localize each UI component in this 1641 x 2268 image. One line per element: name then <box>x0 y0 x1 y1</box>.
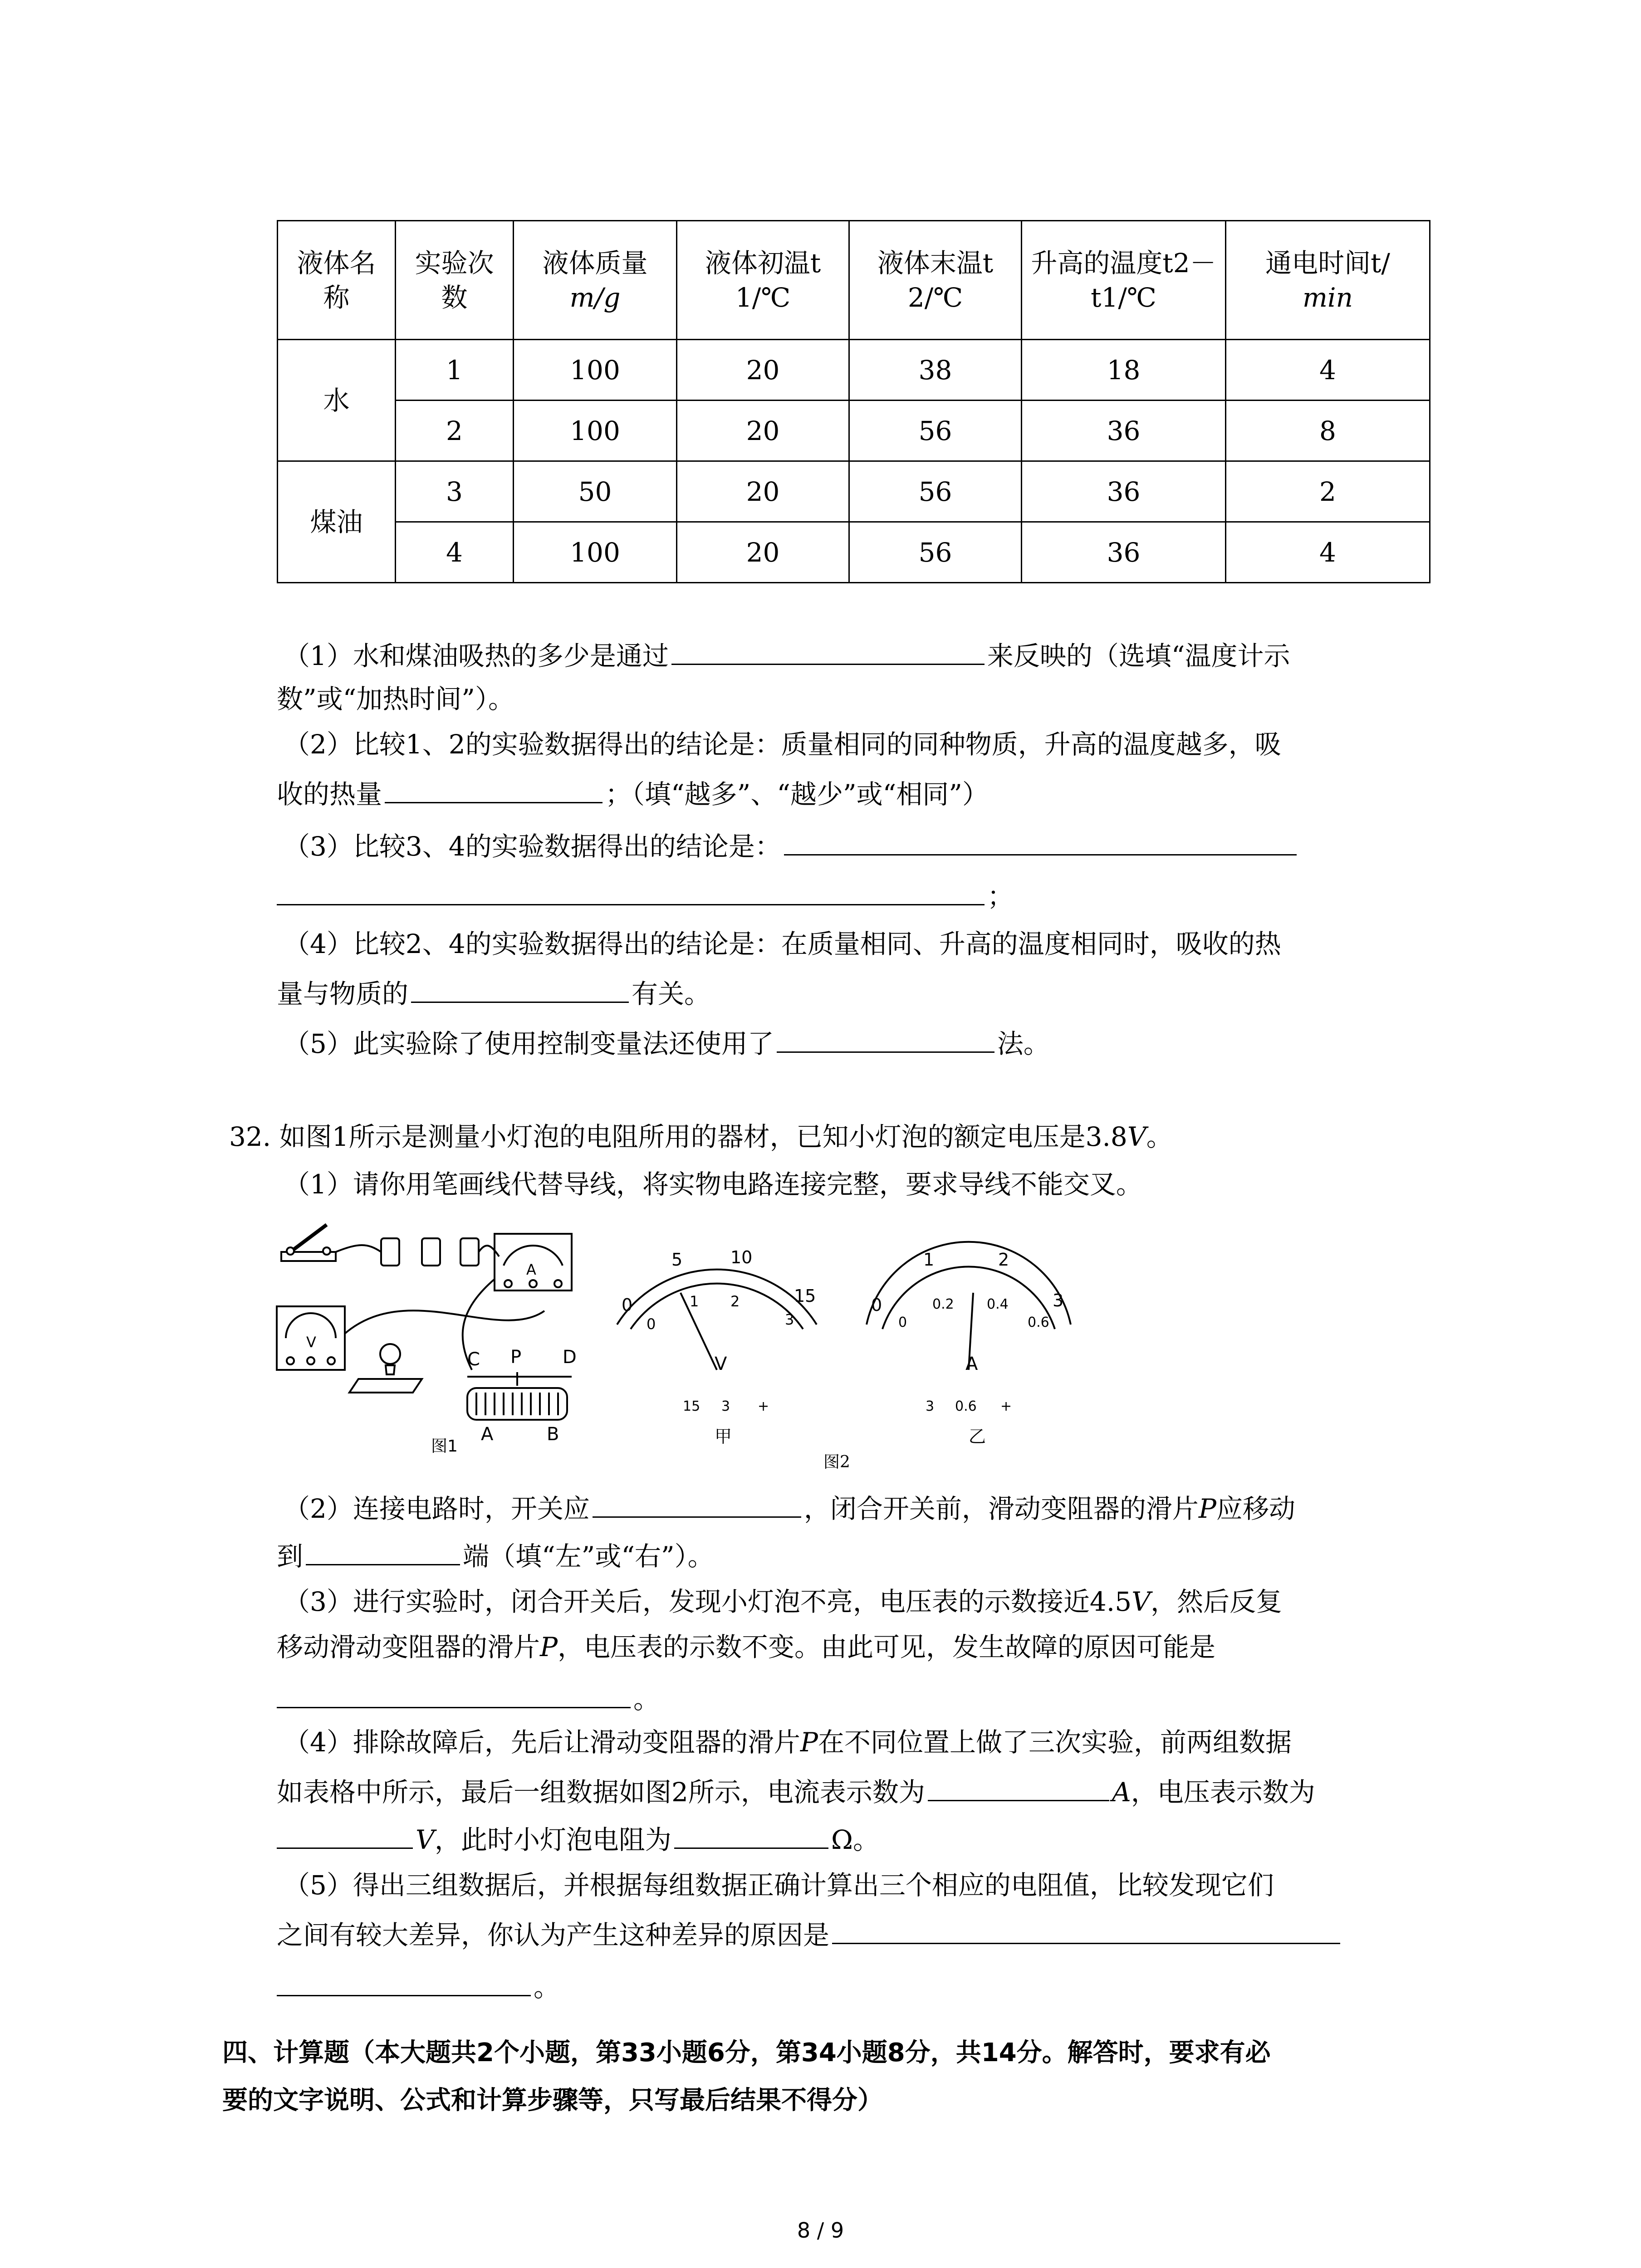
table-cell: 56 <box>849 522 1022 583</box>
svg-text:15: 15 <box>794 1286 816 1306</box>
table-cell: 100 <box>514 522 677 583</box>
q31-part1-line1: （1）水和煤油吸热的多少是通过 来反映的（选填“温度计示 <box>284 637 1290 672</box>
answer-blank[interactable] <box>306 1538 460 1565</box>
svg-text:0: 0 <box>871 1295 882 1315</box>
table-cell: 8 <box>1226 401 1430 461</box>
table-cell: 4 <box>396 522 514 583</box>
svg-text:P: P <box>510 1347 522 1368</box>
answer-blank[interactable] <box>777 1025 994 1053</box>
svg-text:V: V <box>306 1334 316 1351</box>
table-cell: 2 <box>1226 461 1430 522</box>
answer-blank[interactable] <box>277 1969 531 1996</box>
svg-text:甲: 甲 <box>715 1427 732 1447</box>
q32-part3-line3: 。 <box>277 1681 660 1716</box>
svg-text:A: A <box>526 1261 536 1278</box>
answer-blank[interactable] <box>784 828 1297 855</box>
table-cell: 18 <box>1022 340 1226 401</box>
table-cell-liquid: 水 <box>278 340 396 461</box>
table-row <box>278 340 1430 401</box>
q31-part4-line2: 量与物质的 有关。 <box>277 975 710 1010</box>
q32-part2-line2: 到 端（填“左”或“右”）。 <box>277 1538 714 1573</box>
answer-blank[interactable] <box>385 776 603 803</box>
q31-part5-line: （5）此实验除了使用控制变量法还使用了 法。 <box>284 1025 1050 1060</box>
q31-part2-line2: 收的热量 ；（填“越多”、“越少”或“相同”） <box>277 776 989 811</box>
svg-text:A: A <box>965 1354 978 1374</box>
svg-text:乙: 乙 <box>969 1427 986 1447</box>
svg-text:C: C <box>467 1349 480 1370</box>
table-row <box>278 522 1430 583</box>
q31-part3-line2: ； <box>277 878 1014 913</box>
table-header-cell: 液体初温t 1/℃ <box>677 221 849 340</box>
table-cell: 100 <box>514 340 677 401</box>
svg-text:0.6: 0.6 <box>955 1398 977 1414</box>
section-4-heading: 四、计算题（本大题共2个小题，第33小题6分，第34小题8分，共14分。解答时，要求有必 <box>222 2038 1271 2068</box>
q32-part4-line2: 如表格中所示，最后一组数据如图2所示，电流表示数为 A，电压表示数为 <box>277 1774 1315 1809</box>
svg-text:3: 3 <box>785 1311 794 1328</box>
svg-text:5: 5 <box>671 1250 683 1270</box>
svg-text:0: 0 <box>622 1295 633 1315</box>
svg-text:1: 1 <box>690 1293 699 1310</box>
q32-part3-line2: 移动滑动变阻器的滑片P，电压表的示数不变。由此可见，发生故障的原因可能是 <box>277 1632 1216 1662</box>
table-cell: 20 <box>677 340 849 401</box>
table-cell: 38 <box>849 340 1022 401</box>
svg-text:10: 10 <box>730 1247 753 1267</box>
table-cell-liquid: 煤油 <box>278 461 396 583</box>
table-header-cell: 液体名 称 <box>278 221 396 340</box>
answer-blank[interactable] <box>277 1821 413 1849</box>
table-cell: 4 <box>1226 340 1430 401</box>
svg-text:1: 1 <box>923 1250 935 1270</box>
table-header-row <box>278 221 1430 340</box>
circuit-figure <box>272 1216 1134 1461</box>
table-header-cell: 通电时间t/ min <box>1226 221 1430 340</box>
table-header-cell: 实验次 数 <box>396 221 514 340</box>
table-cell: 56 <box>849 461 1022 522</box>
table-header-cell: 液体质量 m/g <box>514 221 677 340</box>
table-cell: 50 <box>514 461 677 522</box>
svg-text:+: + <box>758 1398 769 1414</box>
answer-blank[interactable] <box>593 1490 801 1518</box>
table-row <box>278 401 1430 461</box>
q32-part2-line1: （2）连接电路时，开关应 ，闭合开关前，滑动变阻器的滑片P应移动 <box>284 1490 1295 1525</box>
svg-text:A: A <box>481 1424 494 1445</box>
q31-part4-line1: （4）比较2、4的实验数据得出的结论是：在质量相同、升高的温度相同时，吸收的热 <box>284 929 1281 959</box>
svg-text:V: V <box>715 1354 727 1374</box>
switch-icon <box>281 1225 336 1261</box>
svg-text:+: + <box>1000 1398 1012 1414</box>
table-cell: 36 <box>1022 522 1226 583</box>
page-number: 8 / 9 <box>797 2218 844 2243</box>
svg-text:3: 3 <box>721 1398 730 1414</box>
table-cell: 2 <box>396 401 514 461</box>
svg-text:2: 2 <box>730 1293 740 1310</box>
answer-blank[interactable] <box>832 1916 1340 1944</box>
section-4-heading-cont: 要的文字说明、公式和计算步骤等，只写最后结果不得分） <box>222 2086 883 2115</box>
rheostat-icon <box>467 1372 572 1420</box>
table-header-cell: 升高的温度t2－ t1/℃ <box>1022 221 1226 340</box>
q31-part2-line1: （2）比较1、2的实验数据得出的结论是：质量相同的同种物质，升高的温度越多，吸 <box>284 729 1281 760</box>
svg-text:B: B <box>547 1424 559 1445</box>
q32-part5-line3: 。 <box>277 1969 560 2004</box>
figure-2-caption: 图2 <box>823 1453 850 1471</box>
lamp-icon <box>349 1344 422 1393</box>
table-cell: 4 <box>1226 522 1430 583</box>
q32-part5-line2: 之间有较大差异，你认为产生这种差异的原因是 <box>277 1916 1343 1951</box>
table-cell: 20 <box>677 401 849 461</box>
table-cell: 1 <box>396 340 514 401</box>
q31-part1-line2: 数”或“加热时间”）。 <box>277 684 514 714</box>
svg-text:0: 0 <box>647 1315 656 1333</box>
q32-part4-line1: （4）排除故障后，先后让滑动变阻器的滑片P在不同位置上做了三次实验，前两组数据 <box>284 1727 1292 1758</box>
answer-blank[interactable] <box>277 1681 631 1708</box>
svg-text:3: 3 <box>1053 1290 1064 1310</box>
battery-icon <box>381 1238 479 1266</box>
svg-text:0: 0 <box>898 1315 907 1330</box>
table-row <box>278 461 1430 522</box>
table-cell: 3 <box>396 461 514 522</box>
svg-text:D: D <box>563 1347 577 1368</box>
svg-text:3: 3 <box>926 1398 935 1414</box>
ammeter-dial <box>867 1242 1071 1370</box>
svg-text:0.6: 0.6 <box>1028 1315 1049 1330</box>
q32-part5-line1: （5）得出三组数据后，并根据每组数据正确计算出三个相应的电阻值，比较发现它们 <box>284 1870 1274 1901</box>
q31-part3-line1: （3）比较3、4的实验数据得出的结论是： <box>284 828 1299 863</box>
table-cell: 20 <box>677 461 849 522</box>
table-cell: 36 <box>1022 401 1226 461</box>
table-cell: 100 <box>514 401 677 461</box>
q32-intro: 32. 如图1所示是测量小灯泡的电阻所用的器材，已知小灯泡的额定电压是3.8V。 <box>229 1121 1173 1152</box>
answer-blank[interactable] <box>671 637 985 665</box>
svg-text:2: 2 <box>998 1250 1009 1270</box>
svg-text:图1: 图1 <box>431 1437 458 1456</box>
q32-part3-line1: （3）进行实验时，闭合开关后，发现小灯泡不亮，电压表的示数接近4.5V，然后反复 <box>284 1586 1283 1617</box>
table-cell: 20 <box>677 522 849 583</box>
q32-part4-line3: V，此时小灯泡电阻为 Ω。 <box>277 1821 879 1856</box>
answer-blank[interactable] <box>277 878 985 905</box>
table-cell: 56 <box>849 401 1022 461</box>
table-cell: 36 <box>1022 461 1226 522</box>
answer-blank[interactable] <box>928 1774 1109 1801</box>
table-header-cell: 液体末温t 2/℃ <box>849 221 1022 340</box>
answer-blank[interactable] <box>411 975 629 1003</box>
experiment-table <box>277 220 1430 583</box>
q32-part1: （1）请你用笔画线代替导线，将实物电路连接完整，要求导线不能交叉。 <box>284 1169 1142 1200</box>
svg-text:15: 15 <box>683 1398 700 1414</box>
svg-text:0.2: 0.2 <box>932 1296 954 1312</box>
svg-text:0.4: 0.4 <box>987 1296 1009 1312</box>
answer-blank[interactable] <box>674 1821 828 1849</box>
